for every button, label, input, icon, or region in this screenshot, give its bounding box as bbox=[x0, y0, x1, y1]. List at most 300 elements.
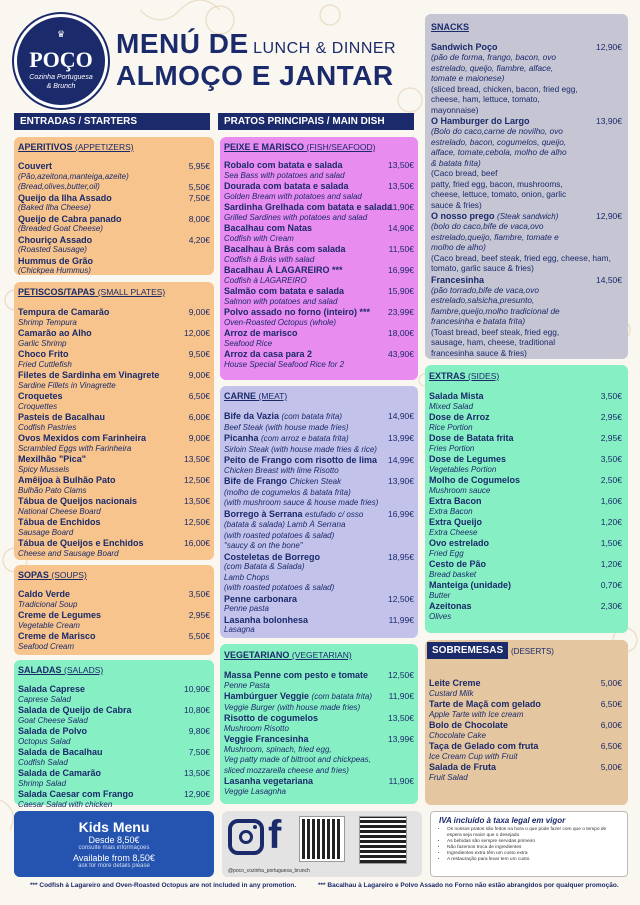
item-translation: (Breaded Goat Cheese) bbox=[18, 224, 103, 233]
item-name: Mexilhão "Pica" bbox=[18, 454, 87, 464]
menu-item bbox=[18, 256, 210, 277]
petiscos-list bbox=[18, 307, 210, 559]
item-translation: House Special Seafood Rice for 2 bbox=[224, 359, 345, 369]
menu-item bbox=[224, 734, 414, 776]
item-price: 4,20€ bbox=[188, 234, 210, 245]
item-name: Azeitonas bbox=[429, 601, 472, 611]
menu-item bbox=[18, 705, 210, 726]
brand-subtitle: Cozinha Portuguesa bbox=[29, 74, 93, 81]
item-translation: National Cheese Board bbox=[18, 506, 101, 516]
aperitivos-list bbox=[18, 161, 210, 277]
item-translation: Codfish Pastries bbox=[18, 422, 77, 432]
item-price: 14,99€ bbox=[388, 455, 414, 465]
item-translation: Custard Milk bbox=[429, 688, 474, 698]
menu-item bbox=[224, 244, 414, 265]
item-translation: Mushroom Risotto bbox=[224, 723, 289, 733]
item-price: 13,90€ bbox=[388, 476, 414, 486]
sobremesas-subtitle: (DESERTS) bbox=[511, 647, 554, 656]
item-price: 12,00€ bbox=[184, 328, 210, 338]
iva-line: • As bebidas são sempre servidas primeiro bbox=[447, 839, 619, 845]
item-name bbox=[224, 594, 414, 605]
item-name-text: O Hamburger do Largo bbox=[431, 116, 530, 126]
item-translation: Mushroom sauce bbox=[429, 485, 491, 495]
item-price: 9,00€ bbox=[188, 433, 210, 443]
menu-item bbox=[18, 454, 210, 475]
item-price: 6,50€ bbox=[188, 391, 210, 401]
item-translation: Lasagna bbox=[224, 625, 255, 634]
item-price: 5,50€ bbox=[188, 631, 210, 641]
instagram-icon[interactable] bbox=[228, 819, 264, 855]
item-name bbox=[224, 455, 414, 466]
item-description: estrelado,salsicha,presunto, bbox=[431, 295, 535, 305]
menu-item bbox=[18, 768, 210, 789]
item-name-text: Lasanha vegetariana bbox=[224, 776, 314, 786]
item-name: Bacalhau à Brás com salada bbox=[224, 244, 346, 254]
menu-item bbox=[224, 160, 414, 181]
item-name: Chouriço Assado bbox=[18, 234, 93, 245]
iva-notice bbox=[430, 811, 628, 877]
item-price: 2,95€ bbox=[600, 433, 622, 443]
item-name: Tábua de Queijos nacionais bbox=[18, 496, 138, 506]
item-translation: Sardine Fillets in Vinagrette bbox=[18, 380, 116, 390]
section-title: CARNE (MEAT) bbox=[224, 391, 288, 401]
menu-item bbox=[18, 789, 210, 810]
item-name: Queijo da Ilha Assado bbox=[18, 192, 112, 203]
item-name bbox=[431, 211, 622, 221]
item-translation: Ice Cream Cup with Fruit bbox=[429, 751, 518, 761]
item-name-text: Risotto de cogumelos bbox=[224, 713, 319, 723]
item-price: 13,50€ bbox=[184, 454, 210, 464]
item-name: Arroz de marisco bbox=[224, 328, 298, 338]
item-name: Robalo com batata e salada bbox=[224, 160, 343, 170]
item-translation: Caprese Salad bbox=[18, 694, 71, 704]
menu-item bbox=[224, 433, 414, 455]
item-translation: Veg patty made of bittroot and chickpeas, bbox=[224, 755, 371, 764]
item-translation: (Bread,olives,butter,oil) bbox=[18, 182, 100, 191]
item-name: Creme de Marisco bbox=[18, 631, 96, 641]
iva-title: IVA incluído à taxa legal em vigor bbox=[439, 816, 566, 825]
item-translation: Octopus Salad bbox=[18, 736, 71, 746]
item-translation: Sausage Board bbox=[18, 527, 74, 537]
item-translation: Caesar Salad with chicken bbox=[18, 799, 113, 809]
item-name: Tarte de Maçã com gelado bbox=[429, 699, 541, 709]
item-translation: Extra Cheese bbox=[429, 527, 478, 537]
section-title: PETISCOS/TAPAS (SMALL PLATES) bbox=[18, 287, 166, 297]
menu-item bbox=[18, 631, 210, 652]
kids-title: Kids Menu bbox=[78, 819, 150, 835]
item-name-note: Chicken Steak bbox=[289, 477, 342, 486]
item-translation: Olives bbox=[429, 611, 452, 621]
menu-item bbox=[429, 433, 622, 454]
sobremesas-title: SOBREMESAS bbox=[427, 642, 508, 659]
item-translation: Scrambled Eggs with Farinheira bbox=[18, 443, 132, 453]
item-translation: Veggie Burger (with house made fries) bbox=[224, 702, 361, 712]
item-name-text: Bife de Frango bbox=[224, 476, 288, 486]
item-translation: Penne pasta bbox=[224, 604, 269, 613]
menu-item bbox=[18, 517, 210, 538]
item-name: Pasteis de Bacalhau bbox=[18, 412, 106, 422]
section-peixe bbox=[220, 137, 418, 380]
item-description: tomate e maionese) bbox=[431, 73, 505, 83]
item-price: 13,90€ bbox=[596, 116, 622, 126]
menu-item bbox=[224, 307, 414, 328]
item-translation: Rice Portion bbox=[429, 422, 473, 432]
menu-item bbox=[18, 726, 210, 747]
peixe-list bbox=[224, 160, 414, 370]
item-price: 11,90€ bbox=[388, 691, 414, 701]
qr-code-icon[interactable] bbox=[300, 817, 344, 861]
menu-item bbox=[18, 475, 210, 496]
section-vegetariano bbox=[220, 644, 418, 804]
item-name: Queijo de Cabra panado bbox=[18, 213, 122, 224]
section-sopas bbox=[14, 565, 214, 655]
item-name: Dourada com batata e salada bbox=[224, 181, 349, 191]
item-translation: Butter bbox=[429, 590, 451, 600]
menu-item bbox=[224, 223, 414, 244]
footer-note-en: *** Codfish à Lagareiro and Oven-Roasted Octopus are not included in any promotion. bbox=[30, 882, 297, 889]
item-price: 16,00€ bbox=[184, 538, 210, 548]
item-price: 16,99€ bbox=[388, 508, 414, 519]
item-translation: Mixed Salad bbox=[429, 401, 474, 411]
item-price: 11,90€ bbox=[388, 202, 414, 212]
item-translation: Oven-Roasted Octopus (whole) bbox=[224, 317, 337, 327]
item-translation: Codfish Salad bbox=[18, 757, 68, 767]
item-description-en: patty, fried egg, bacon, mushrooms, bbox=[431, 178, 563, 189]
sopas-list bbox=[18, 589, 210, 652]
menu-item bbox=[429, 517, 622, 538]
item-description-en: sauce & fries) bbox=[431, 199, 482, 210]
item-name: Bacalhau com Natas bbox=[224, 223, 313, 233]
item-translation: Sirloin Steak (with house made fries & rice) bbox=[224, 444, 377, 454]
item-price: 13,99€ bbox=[388, 433, 414, 443]
item-name: Ovos Mexidos com Farinheira bbox=[18, 433, 147, 443]
menu-item bbox=[429, 580, 622, 601]
item-description: estrelado, queijo, fiambre, alface, bbox=[431, 62, 554, 73]
item-price: 10,80€ bbox=[184, 705, 210, 715]
item-translation: Mushroom, spinach, fried egg, bbox=[224, 744, 332, 754]
section-petiscos bbox=[14, 282, 214, 560]
item-name: Salada Caprese bbox=[18, 684, 86, 694]
header-main-dish: PRATOS PRINCIPAIS / MAIN DISH bbox=[218, 113, 414, 130]
menu-item bbox=[429, 720, 622, 741]
menu-item bbox=[18, 610, 210, 631]
item-translation: Extra Bacon bbox=[429, 506, 473, 516]
item-name: Taça de Gelado com fruta bbox=[429, 741, 539, 751]
iva-line: • A restauração para levar tem um custo bbox=[447, 857, 619, 863]
item-name bbox=[431, 42, 622, 52]
item-name: Ovo estrelado bbox=[429, 538, 490, 548]
logo-crown-icon: ♛ bbox=[56, 29, 66, 39]
item-translation: Codfish à LAGAREIRO bbox=[224, 275, 307, 285]
item-price: 9,00€ bbox=[188, 307, 210, 317]
item-translation: Shrimp Tempura bbox=[18, 317, 77, 327]
item-name: Extra Bacon bbox=[429, 496, 482, 506]
item-description-en: mayonnaise) bbox=[431, 104, 479, 115]
menu-item bbox=[18, 214, 210, 235]
item-translation: (Baked Ilha Cheese) bbox=[18, 203, 91, 212]
menu-item bbox=[429, 678, 622, 699]
item-price: 3,50€ bbox=[600, 454, 622, 464]
carne-list bbox=[224, 411, 414, 636]
item-translation: (com Batata & Salada) bbox=[224, 562, 305, 571]
item-name: Caldo Verde bbox=[18, 589, 71, 599]
menu-item bbox=[429, 559, 622, 580]
item-name-text: Hambúrguer Veggie bbox=[224, 691, 310, 701]
kids-menu-box bbox=[14, 811, 214, 877]
menu-item bbox=[429, 454, 622, 475]
item-name-note: (com batata frita) bbox=[311, 692, 373, 701]
brand-logo bbox=[14, 14, 108, 108]
item-price: 43,90€ bbox=[388, 349, 414, 359]
item-price: 11,99€ bbox=[388, 614, 414, 625]
item-price: 6,00€ bbox=[600, 720, 622, 730]
item-name: Dose de Arroz bbox=[429, 412, 490, 422]
item-name: Couvert bbox=[18, 161, 53, 171]
item-name bbox=[224, 433, 414, 445]
item-description-en: cheese, ham, lettuce, tomato, bbox=[431, 94, 540, 104]
item-price: 5,00€ bbox=[600, 762, 622, 772]
iva-line: • Os nossos pratos são feitos na hora o que pode fazer com que o tempo de espera seja maior que o desejado bbox=[447, 827, 619, 839]
item-description-en: (sliced bread, chicken, bacon, fried egg, bbox=[431, 83, 578, 94]
item-description-en: cheese, lettuce, tomato, onion, garlic bbox=[431, 189, 567, 199]
menu-item bbox=[224, 455, 414, 476]
item-translation: Tradicional Soup bbox=[18, 599, 78, 609]
item-name-text: Borrego à Serrana bbox=[224, 508, 303, 519]
item-price: 11,50€ bbox=[388, 244, 414, 254]
item-name bbox=[224, 411, 414, 423]
item-price: 13,50€ bbox=[184, 496, 210, 506]
item-price: 8,00€ bbox=[188, 213, 210, 224]
item-price: 7,50€ bbox=[188, 747, 210, 757]
item-name-text: Costeletas de Borrego bbox=[224, 551, 321, 562]
section-title: SOPAS (SOUPS) bbox=[18, 570, 87, 580]
item-translation: Golden Bream with potatoes and salad bbox=[224, 191, 362, 201]
item-description-en: (Caco bread, beef steak, fried egg, cheese, ham, bbox=[431, 252, 611, 263]
item-name bbox=[431, 116, 622, 126]
item-price: 23,99€ bbox=[388, 307, 414, 317]
menu-item bbox=[224, 615, 414, 636]
menu-item bbox=[224, 509, 414, 552]
item-translation: Garlic Shrimp bbox=[18, 338, 67, 348]
item-name: Manteiga (unidade) bbox=[429, 580, 512, 590]
item-name: Salada Mista bbox=[429, 391, 484, 401]
menu-item bbox=[224, 776, 414, 797]
menu-item bbox=[224, 670, 414, 691]
item-price: 14,90€ bbox=[388, 223, 414, 233]
item-translation: Lamb Chops bbox=[224, 572, 270, 582]
item-price: 13,50€ bbox=[388, 160, 414, 170]
item-translation: Seafood Cream bbox=[18, 641, 75, 651]
item-translation: Vegetables Portion bbox=[429, 464, 497, 474]
item-translation: (batata & salada) Lamb À Serrana bbox=[224, 520, 346, 529]
section-extras bbox=[425, 365, 628, 633]
item-description: & batata frita) bbox=[431, 157, 481, 168]
snack-item bbox=[431, 42, 622, 115]
item-translation: (Roasted Sausage) bbox=[18, 245, 87, 254]
item-translation: Codfish with Cream bbox=[224, 233, 294, 243]
item-price: 0,70€ bbox=[600, 580, 622, 590]
item-translation: Codfish à Brás with salad bbox=[224, 254, 315, 264]
item-price: 13,50€ bbox=[388, 713, 414, 723]
item-description: estrelado,queijo, fiambre, tomate e bbox=[431, 231, 559, 242]
facebook-icon[interactable]: f bbox=[268, 813, 282, 857]
item-price: 2,95€ bbox=[600, 412, 622, 422]
item-name: Tábua de Queijos e Enchidos bbox=[18, 538, 144, 548]
section-aperitivos bbox=[14, 137, 214, 275]
item-translation: Spicy Mussels bbox=[18, 464, 70, 474]
item-name: Salada de Fruta bbox=[429, 762, 497, 772]
item-name: Tábua de Enchidos bbox=[18, 517, 101, 527]
item-name: Polvo assado no forno (inteiro) *** bbox=[224, 307, 371, 317]
item-translation: Croquettes bbox=[18, 401, 58, 411]
item-name: Hummus de Grão bbox=[18, 255, 94, 266]
item-translation: Fried Egg bbox=[429, 548, 464, 558]
item-name bbox=[224, 552, 414, 563]
item-description: francesinha e batata frita) bbox=[431, 316, 526, 326]
item-price: 3,50€ bbox=[188, 589, 210, 599]
menu-item bbox=[18, 589, 210, 610]
header-starters: ENTRADAS / STARTERS bbox=[14, 113, 210, 130]
item-price: 13,50€ bbox=[184, 768, 210, 778]
item-translation: Grilled Sardines with potatoes and salad bbox=[224, 212, 368, 222]
item-price: 12,50€ bbox=[184, 517, 210, 527]
item-name bbox=[224, 670, 414, 681]
item-price: 1,20€ bbox=[600, 559, 622, 569]
item-price: 5,00€ bbox=[600, 678, 622, 688]
snack-item bbox=[431, 275, 622, 359]
social-box bbox=[222, 811, 422, 877]
item-translation: (with roasted potatoes & salad) bbox=[224, 583, 335, 592]
item-description-en: (Caco bread, beef bbox=[431, 168, 498, 178]
section-title: APERITIVOS (APPETIZERS) bbox=[18, 142, 134, 152]
menu-title-line1 bbox=[116, 28, 396, 60]
title-main-1: MENÚ DE bbox=[116, 28, 249, 59]
item-name: Sardinha Grelhada com batata e salada bbox=[224, 202, 393, 212]
item-price: 12,50€ bbox=[388, 593, 414, 604]
item-name-text: Veggie Francesinha bbox=[224, 734, 309, 744]
item-description: (pão de forma, frango, bacon, ovo bbox=[431, 52, 556, 62]
item-translation: Vegetable Cream bbox=[18, 620, 80, 630]
menu-item bbox=[18, 307, 210, 328]
menu-title-line2 bbox=[116, 60, 394, 92]
item-translation: Cheese and Sausage Board bbox=[18, 548, 119, 558]
item-name-text: Lasanha bolonhesa bbox=[224, 614, 309, 625]
item-name-text: Massa Penne com pesto e tomate bbox=[224, 670, 369, 680]
menu-item bbox=[18, 433, 210, 454]
snack-item bbox=[431, 116, 622, 210]
item-translation: Fries Portion bbox=[429, 443, 475, 453]
menu-item bbox=[429, 741, 622, 762]
item-translation: "saucy & on the bone" bbox=[224, 541, 303, 550]
item-price: 6,00€ bbox=[188, 412, 210, 422]
item-name bbox=[224, 776, 414, 787]
item-name: Bolo de Chocolate bbox=[429, 720, 509, 730]
item-price: 2,30€ bbox=[600, 601, 622, 611]
menu-item bbox=[224, 328, 414, 349]
item-price: 6,50€ bbox=[600, 699, 622, 709]
item-description-en: (Toast bread, beef steak, fried egg, bbox=[431, 326, 560, 337]
section-snacks bbox=[425, 14, 628, 359]
menu-item bbox=[224, 349, 414, 370]
item-description: (Bolo do caco,carne de novilho, ovo bbox=[431, 126, 563, 136]
item-name-note: (com arroz e batata frita) bbox=[261, 434, 349, 443]
menu-item bbox=[224, 286, 414, 307]
section-title: PEIXE E MARISCO (FISH/SEAFOOD) bbox=[224, 142, 376, 152]
item-name-note: estufado c/ osso bbox=[305, 509, 364, 519]
item-description-en: tomato, garlic sauce & fries) bbox=[431, 263, 534, 273]
item-translation: Chicken Breast with lime Risotto bbox=[224, 465, 339, 475]
menu-item bbox=[18, 538, 210, 559]
item-translation: Sea Bass with potatoes and salad bbox=[224, 170, 345, 180]
item-name: Salada de Queijo de Cabra bbox=[18, 705, 132, 715]
item-name bbox=[224, 476, 414, 488]
item-translation: Chocolate Cake bbox=[429, 730, 486, 740]
item-description-en: sausage, ham, cheese, traditional bbox=[431, 337, 556, 347]
menu-item bbox=[18, 747, 210, 768]
item-name: Salada de Bacalhau bbox=[18, 747, 103, 757]
iva-line: • Ingredientes extra têm um custo extra bbox=[447, 851, 619, 857]
item-price: 11,90€ bbox=[388, 776, 414, 786]
item-description: estrelado, bacon, cogumelos, queijo, bbox=[431, 136, 567, 147]
item-price: 2,95€ bbox=[188, 610, 210, 620]
menu-item bbox=[18, 349, 210, 370]
item-price: 5,95€ bbox=[188, 161, 210, 171]
item-name-text: O nosso prego bbox=[431, 211, 495, 221]
item-translation: Fried Cuttlefish bbox=[18, 359, 72, 369]
item-translation: Seafood Rice bbox=[224, 338, 273, 348]
item-name bbox=[224, 713, 414, 724]
saladas-list bbox=[18, 684, 210, 810]
item-name: Choco Frito bbox=[18, 349, 69, 359]
item-name: Bacalhau À LAGAREIRO *** bbox=[224, 265, 343, 275]
kids-price-en: Available from 8,50€ bbox=[73, 853, 155, 863]
item-description: alface, tomate,cebola, molho de alho bbox=[431, 147, 567, 157]
item-price: 15,90€ bbox=[388, 286, 414, 296]
menu-item bbox=[18, 496, 210, 517]
menu-item bbox=[18, 391, 210, 412]
menu-item bbox=[18, 182, 210, 193]
iva-line: • Não fazemos troca de ingredientes bbox=[447, 845, 619, 851]
section-title: VEGETARIANO (VEGETARIAN) bbox=[224, 650, 352, 660]
item-price: 5,50€ bbox=[188, 182, 210, 192]
item-price: 13,50€ bbox=[388, 181, 414, 191]
item-price: 9,00€ bbox=[188, 370, 210, 380]
item-translation: Penne Pasta bbox=[224, 680, 270, 690]
qr-code-menu-icon[interactable] bbox=[360, 817, 406, 863]
kids-price-pt: Desde 8,50€ bbox=[88, 835, 140, 845]
item-name: Cesto de Pão bbox=[429, 559, 487, 569]
item-name-text: Peito de Frango com risotto de lima bbox=[224, 455, 378, 465]
item-name: Salada de Polvo bbox=[18, 726, 88, 736]
item-price: 13,99€ bbox=[388, 734, 414, 744]
item-translation: Bulhão Pato Clams bbox=[18, 485, 87, 495]
item-translation: (Chickpea Hummus) bbox=[18, 266, 91, 275]
item-name-note: (com batata frita) bbox=[281, 412, 343, 421]
menu-item bbox=[429, 475, 622, 496]
item-translation: Apple Tarte with Ice cream bbox=[429, 709, 524, 719]
item-name-text: Picanha bbox=[224, 433, 259, 443]
menu-item bbox=[224, 552, 414, 594]
item-price: 18,95€ bbox=[388, 551, 414, 562]
menu-item bbox=[18, 684, 210, 705]
item-name bbox=[224, 734, 414, 745]
item-name: Camarão ao Alho bbox=[18, 328, 92, 338]
item-name: Salada Caesar com Frango bbox=[18, 789, 134, 799]
kids-note-en: ask for more details please bbox=[78, 863, 150, 869]
item-price: 18,00€ bbox=[388, 328, 414, 338]
item-translation: (with roasted potatoes & salad) bbox=[224, 530, 335, 540]
item-price: 14,50€ bbox=[596, 274, 622, 285]
